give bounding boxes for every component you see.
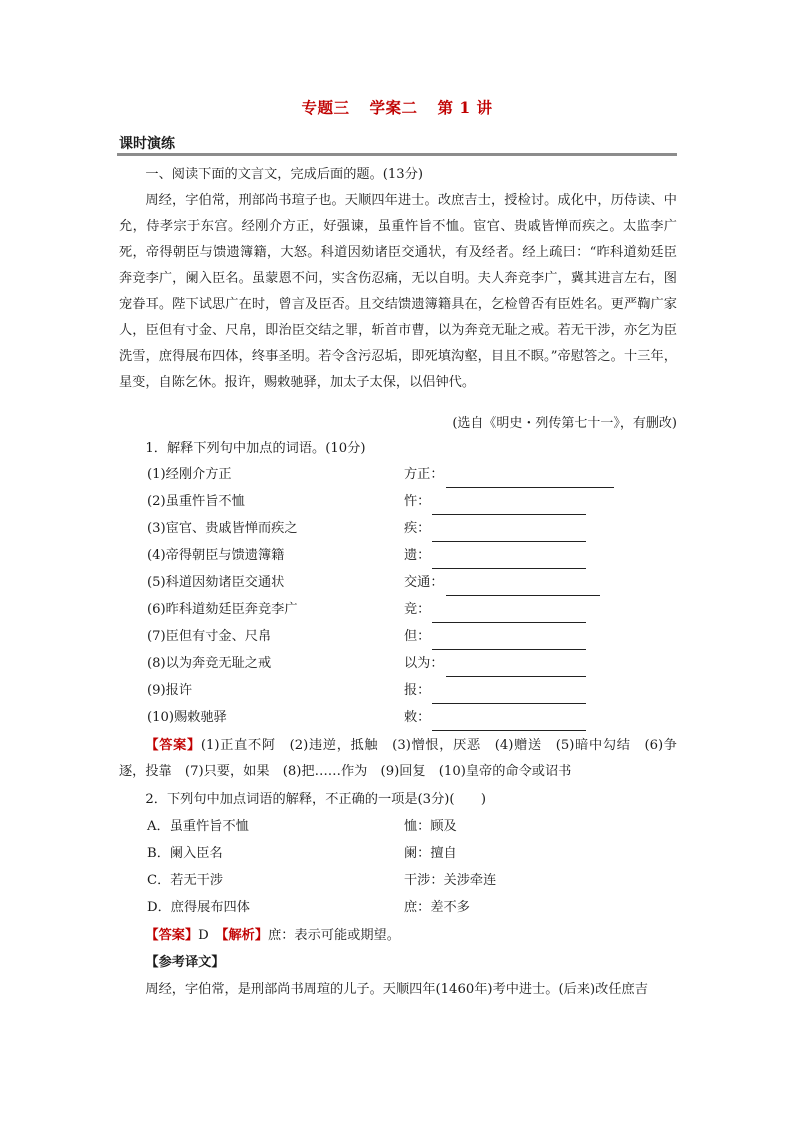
q1-item-sentence: (5)科道因劾诸臣交通状: [147, 575, 285, 590]
q1-item: [147, 489, 687, 515]
q1-item-term: 交通：: [404, 575, 444, 590]
q2-option-sentence: A．虽重忤旨不恤: [147, 819, 249, 834]
q1-item-term: 但：: [404, 629, 431, 644]
q2-option-gloss: 庶：差不多: [404, 900, 470, 915]
q1-item-sentence: (9)报许: [147, 683, 193, 698]
q2-answer-value: D: [198, 928, 222, 943]
answer-blank[interactable]: [432, 550, 586, 569]
q2-option: [147, 868, 687, 894]
q1-item: [147, 543, 687, 569]
passage-text: 周经，字伯常，刑部尚书瑄子也。天顺四年进士。改庶吉士，授检讨。成化中，历侍读、中允，侍孝宗于东宫。经刚介方正，好强谏，虽重忤旨不恤。宦官、贵戚皆惮而疾之。太监李广死，帝得朝臣与馈遗簿籍，大怒。科道因劾诸臣交通状，有及经者。经上疏曰：“昨科道劾廷臣奔竞李广，阑入臣名。虽蒙恩不问，实含伤忍痛，无以自明。夫人奔竞李广，冀其进言左右，图宠眷耳。陛下试思广在时，曾言及臣否。且交结馈遗簿籍具在，乞检曾否有臣姓名。更严鞫广家人，臣但有寸金、尺帛，即治臣交结之罪，斩首市曹，以为奔竞无耻之戒。若无干涉，亦乞为臣洗雪，庶得展布四体，终事圣明。若令含污忍垢，即死填沟壑，目且不瞑。”帝慰答之。十三年，星变，自陈乞休。报许，赐敕驰驿，加太子太保，以侣钟代。: [119, 193, 677, 390]
q1-answer: [119, 733, 677, 785]
q1-item-sentence: (7)臣但有寸金、尺帛: [147, 629, 272, 644]
q1-item: [147, 462, 687, 488]
q1-item-sentence: (1)经刚介方正: [147, 467, 232, 482]
analysis-tag: 【解析】: [221, 928, 269, 943]
page-title: [0, 96, 794, 118]
q1-item: [147, 705, 687, 731]
q2-option-sentence: C．若无干涉: [147, 873, 224, 888]
q2-option-gloss: 干涉：关涉牵连: [404, 873, 497, 888]
q1-item-sentence: (3)宦官、贵戚皆惮而疾之: [147, 521, 298, 536]
q1-item: [147, 678, 687, 704]
title-lecture: 第 1 讲: [437, 98, 493, 117]
q1-item-sentence: (2)虽重忤旨不恤: [147, 494, 245, 509]
q2-analysis-text: 庶：表示可能或期望。: [268, 928, 400, 943]
q1-item-term: 疾：: [404, 521, 431, 536]
title-unit: 学案二: [369, 98, 418, 117]
q1-item-term: 竞：: [404, 602, 431, 617]
q2-option-sentence: D．庶得展布四体: [147, 900, 250, 915]
q1-answer-text: (1)正直不阿 (2)违逆，抵触 (3)憎恨，厌恶 (4)赠送 (5)暗中勾结 (6)争逐，投靠 (7)只要，如果 (8)把……作为 (9)回复 (10)皇帝的命令或诏书: [119, 738, 677, 779]
q2-option: [147, 814, 687, 840]
q1-item-term: 方正：: [404, 467, 444, 482]
q1-item-sentence: (8)以为奔竞无耻之戒: [147, 656, 272, 671]
answer-blank[interactable]: [432, 712, 586, 731]
q1-item: [147, 624, 687, 650]
q2-stem: 2．下列句中加点词语的解释，不正确的一项是(3分)( ): [145, 792, 487, 807]
title-topic: 专题三: [301, 98, 350, 117]
q2-option-gloss: 恤：顾及: [404, 819, 457, 834]
section-heading: 课时演练: [119, 136, 175, 152]
answer-blank[interactable]: [432, 523, 586, 542]
q1-item-sentence: (4)帝得朝臣与馈遗簿籍: [147, 548, 285, 563]
q1-item-sentence: (10)赐敕驰驿: [147, 710, 227, 725]
translation-text: 周经，字伯常，是刑部尚书周瑄的儿子。天顺四年(1460年)考中进士。(后来)改任庶吉: [145, 982, 648, 997]
q1-item-sentence: (6)昨科道劾廷臣奔竞李广: [147, 602, 298, 617]
q1-item-term: 忤：: [404, 494, 431, 509]
q1-item: [147, 651, 687, 677]
q1-item-term: 敕：: [404, 710, 431, 725]
answer-blank[interactable]: [432, 685, 586, 704]
q2-option: [147, 895, 687, 921]
q1-item: [147, 597, 687, 623]
answer-tag: 【答案】: [145, 738, 201, 753]
q1-item: [147, 516, 687, 542]
translation-heading: 【参考译文】: [145, 955, 225, 970]
answer-blank[interactable]: [446, 658, 586, 677]
q2-option: [147, 841, 687, 867]
passage-source: (选自《明史・列传第七十一》，有删改): [452, 416, 677, 431]
q1-item-term: 遗：: [404, 548, 431, 563]
answer-blank[interactable]: [432, 604, 586, 623]
q1-item-term: 以为：: [404, 656, 444, 671]
section-divider: [117, 153, 677, 156]
q2-option-gloss: 阑：擅自: [404, 846, 457, 861]
answer-blank[interactable]: [432, 496, 586, 515]
q1-stem: 1．解释下列句中加点的词语。(10分): [145, 441, 366, 456]
q2-answer: [119, 923, 677, 949]
answer-blank[interactable]: [432, 631, 586, 650]
answer-blank[interactable]: [446, 469, 614, 488]
answer-tag: 【答案】: [145, 928, 199, 943]
q2-option-sentence: B．阑入臣名: [147, 846, 223, 861]
passage-prompt: 一、阅读下面的文言文，完成后面的题。(13分): [145, 167, 424, 182]
q1-item-term: 报：: [404, 683, 431, 698]
answer-blank[interactable]: [446, 577, 600, 596]
q1-item: [147, 570, 687, 596]
